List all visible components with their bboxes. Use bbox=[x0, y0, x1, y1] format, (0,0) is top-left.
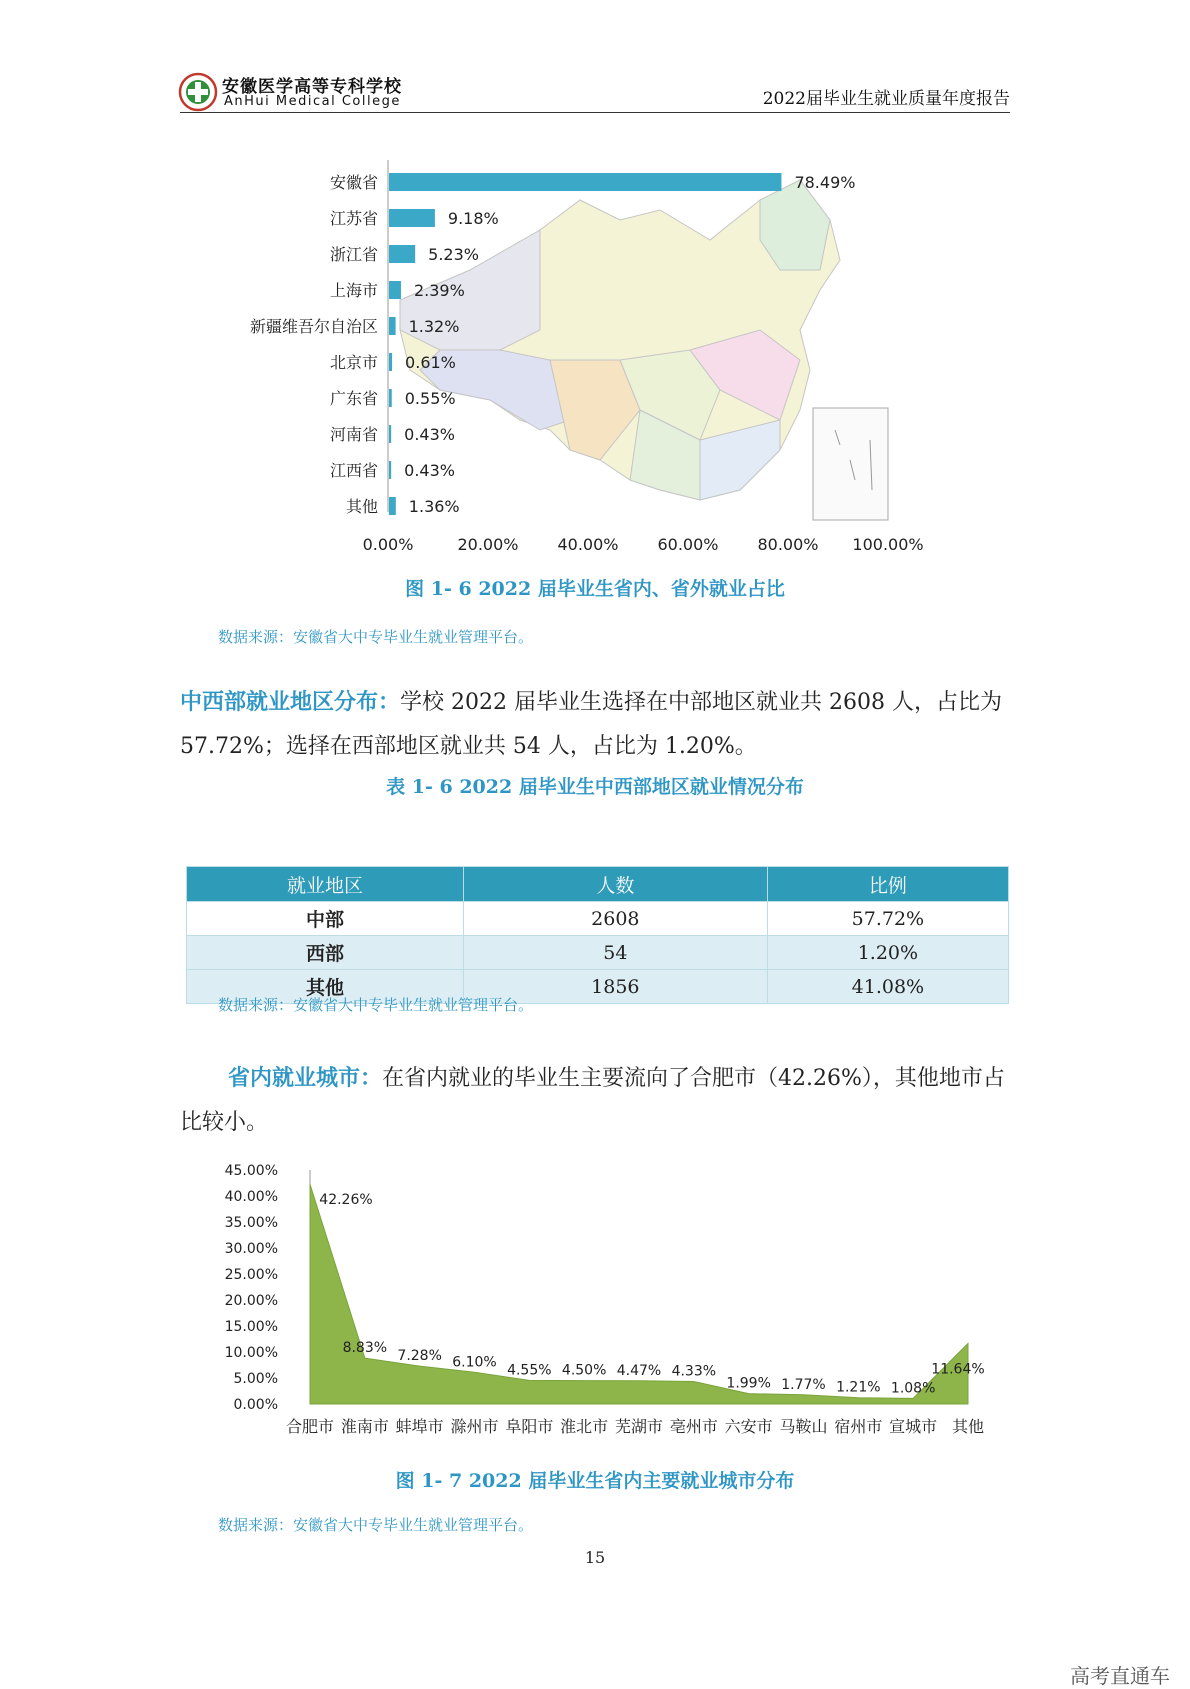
paragraph-central-west bbox=[180, 680, 1015, 769]
table-cell-region: 其他 bbox=[187, 970, 464, 1004]
table-cell-region: 西部 bbox=[187, 936, 464, 970]
category-label: 新疆维吾尔自治区 bbox=[249, 317, 378, 336]
category-label: 北京市 bbox=[329, 353, 378, 372]
paragraph-2-lead: 省内就业城市： bbox=[228, 1065, 383, 1091]
data-label: 1.36% bbox=[408, 497, 460, 516]
y-tick-label: 30.00% bbox=[224, 1241, 278, 1257]
data-label: 5.23% bbox=[428, 245, 479, 264]
category-label: 其他 bbox=[951, 1417, 985, 1436]
data-label: 4.47% bbox=[616, 1362, 662, 1379]
paragraph-1-text: 学校 2022 届毕业生选择在中部地区就业共 2608 人，占比为 57.72%；选择在西部地区就业共 54 人，占比为 1.20%。 bbox=[180, 690, 1002, 759]
y-tick-label: 20.00% bbox=[224, 1293, 278, 1309]
table-header-region: 就业地区 bbox=[187, 867, 464, 902]
category-label: 其他 bbox=[345, 497, 378, 516]
category-label: 河南省 bbox=[329, 425, 378, 444]
table-row bbox=[187, 902, 1009, 936]
bar bbox=[389, 497, 396, 515]
school-name-en: AnHui Medical College bbox=[224, 94, 401, 109]
paragraph-cities bbox=[180, 1056, 1015, 1145]
figure-2-caption: 图 1- 7 2022 届毕业生省内主要就业城市分布 bbox=[395, 1470, 795, 1492]
watermark: 高考直通车 bbox=[1070, 1664, 1170, 1688]
category-label: 阜阳市 bbox=[505, 1417, 554, 1436]
report-title: 2022届毕业生就业质量年度报告 bbox=[762, 89, 1010, 109]
x-tick-label: 20.00% bbox=[457, 535, 519, 554]
paragraph-2-text: 在省内就业的毕业生主要流向了合肥市（42.26%），其他地市占比较小。 bbox=[180, 1066, 1005, 1135]
category-label: 安徽省 bbox=[329, 173, 378, 192]
data-label: 8.83% bbox=[342, 1340, 388, 1357]
category-label: 宿州市 bbox=[834, 1417, 883, 1436]
y-tick-label: 45.00% bbox=[224, 1163, 278, 1179]
city-area-chart bbox=[220, 1160, 1050, 1440]
table-header-row bbox=[187, 867, 1009, 902]
table-1-source: 数据来源：安徽省大中专毕业生就业管理平台。 bbox=[218, 996, 534, 1014]
data-label: 6.10% bbox=[452, 1354, 497, 1371]
table-row bbox=[187, 936, 1009, 970]
table-cell-ratio: 57.72% bbox=[767, 902, 1008, 936]
category-label: 六安市 bbox=[724, 1417, 773, 1436]
category-label: 芜湖市 bbox=[614, 1417, 664, 1436]
table-cell-count: 54 bbox=[463, 936, 767, 970]
category-label: 上海市 bbox=[329, 281, 378, 300]
x-tick-label: 60.00% bbox=[657, 535, 719, 554]
table-cell-ratio: 41.08% bbox=[767, 970, 1008, 1004]
data-label: 11.64% bbox=[931, 1361, 985, 1378]
data-label: 1.77% bbox=[781, 1376, 826, 1393]
y-tick-label: 40.00% bbox=[224, 1189, 278, 1205]
category-label: 马鞍山 bbox=[779, 1417, 828, 1436]
category-label: 蚌埠市 bbox=[395, 1417, 444, 1436]
bar bbox=[389, 461, 391, 479]
category-label: 江西省 bbox=[329, 461, 378, 480]
table-cell-count: 2608 bbox=[463, 902, 767, 936]
y-tick-label: 5.00% bbox=[233, 1371, 278, 1387]
y-tick-label: 35.00% bbox=[224, 1215, 278, 1231]
data-label: 4.33% bbox=[671, 1363, 717, 1380]
table-header-count: 人数 bbox=[463, 867, 767, 902]
table-cell-count: 1856 bbox=[463, 970, 767, 1004]
bar bbox=[389, 245, 415, 263]
category-label: 淮南市 bbox=[340, 1417, 389, 1436]
y-tick-label: 15.00% bbox=[224, 1319, 278, 1335]
category-label: 亳州市 bbox=[669, 1417, 718, 1436]
bar bbox=[389, 209, 435, 227]
y-tick-label: 10.00% bbox=[224, 1345, 278, 1361]
table-cell-ratio: 1.20% bbox=[767, 936, 1008, 970]
category-label: 广东省 bbox=[329, 389, 378, 408]
data-label: 78.49% bbox=[794, 173, 856, 192]
category-label: 合肥市 bbox=[285, 1417, 335, 1436]
data-label: 9.18% bbox=[447, 209, 499, 228]
data-label: 4.55% bbox=[507, 1362, 552, 1379]
category-label: 浙江省 bbox=[329, 245, 378, 264]
x-tick-label: 0.00% bbox=[362, 535, 414, 554]
data-label: 1.32% bbox=[408, 317, 460, 336]
paragraph-1-lead: 中西部就业地区分布： bbox=[180, 689, 401, 715]
table-cell-region: 中部 bbox=[187, 902, 464, 936]
data-label: 0.55% bbox=[404, 389, 456, 408]
data-label: 0.43% bbox=[404, 461, 455, 480]
figure-1-source: 数据来源：安徽省大中专毕业生就业管理平台。 bbox=[218, 628, 534, 646]
x-tick-label: 80.00% bbox=[757, 535, 819, 554]
school-logo bbox=[178, 72, 218, 112]
bar bbox=[389, 173, 781, 191]
bar bbox=[389, 317, 396, 335]
category-label: 江苏省 bbox=[329, 209, 378, 228]
bar bbox=[389, 389, 392, 407]
x-tick-label: 40.00% bbox=[557, 535, 619, 554]
category-label: 宣城市 bbox=[889, 1417, 938, 1436]
category-label: 滁州市 bbox=[450, 1417, 499, 1436]
data-label: 0.43% bbox=[404, 425, 455, 444]
category-label: 淮北市 bbox=[560, 1417, 609, 1436]
region-table bbox=[186, 866, 1009, 1004]
y-tick-label: 25.00% bbox=[224, 1267, 278, 1283]
data-label: 7.28% bbox=[397, 1348, 442, 1365]
school-name-cn: 安徽医学高等专科学校 bbox=[222, 77, 402, 97]
data-label: 1.99% bbox=[726, 1375, 771, 1392]
page-number: 15 bbox=[584, 1548, 606, 1567]
bar bbox=[389, 425, 391, 443]
y-tick-label: 0.00% bbox=[233, 1397, 278, 1413]
china-map-background bbox=[400, 180, 888, 520]
data-label: 4.50% bbox=[561, 1362, 607, 1379]
data-label: 0.61% bbox=[405, 353, 456, 372]
bar bbox=[389, 281, 401, 299]
province-bar-chart bbox=[240, 160, 1010, 600]
table-1-caption: 表 1- 6 2022 届毕业生中西部地区就业情况分布 bbox=[386, 776, 804, 798]
figure-2-source: 数据来源：安徽省大中专毕业生就业管理平台。 bbox=[218, 1516, 534, 1534]
bar bbox=[389, 353, 392, 371]
table-header-ratio: 比例 bbox=[767, 867, 1008, 902]
data-label: 42.26% bbox=[319, 1192, 373, 1209]
figure-1-caption: 图 1- 6 2022 届毕业生省内、省外就业占比 bbox=[405, 578, 785, 600]
x-tick-label: 100.00% bbox=[852, 535, 924, 554]
data-label: 2.39% bbox=[413, 281, 465, 300]
header-divider bbox=[180, 112, 1010, 113]
data-label: 1.21% bbox=[836, 1379, 881, 1396]
data-label: 1.08% bbox=[890, 1380, 936, 1397]
